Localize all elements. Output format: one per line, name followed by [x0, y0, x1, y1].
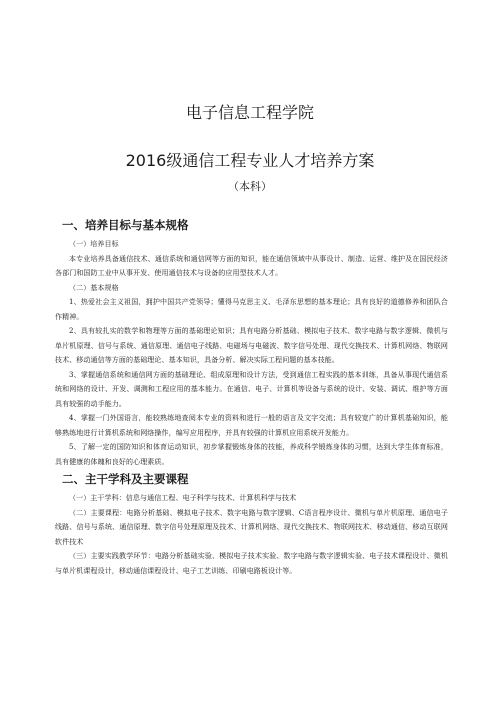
document-body: [55, 217, 448, 578]
course-item-1: （一）主干学科：信息与通信工程、电子科学与技术、计算机科学与技术: [69, 494, 297, 502]
subheading-goal: （一）培养目标: [69, 240, 119, 248]
goal-paragraph: 本专业培养具备通信技术、通信系统和通信网等方面的知识，能在通信领域中从事设计、制造、运营、维护及在国民经济各部门和国防工业中从事开发、使用通信技术与设备的应用型技术人才。: [55, 254, 448, 277]
section-heading-goals: 一、培养目标与基本规格: [62, 218, 189, 232]
spec-item-4: 4、掌握一门外国语言，能较熟练地查阅本专业的资料和进行一般的语言及文字交流；具有较宽广的计算机基础知识，能够熟练地进行计算机系统和网络操作，编写应用程序，并具有较强的计算机应用系统开发能力。: [55, 414, 448, 437]
plan-title: 2016级通信工程专业人才培养方案: [125, 151, 375, 170]
course-item-3: （三）主要实践教学环节：电路分析基础实验、模拟电子技术实验、数字电路与数字逻辑实验、电子技术课程设计、微机与单片机课程设计，移动通信课程设计、电子工艺训练、印刷电路板设计等。: [55, 552, 448, 575]
spec-item-3: 3、掌握通信系统和通信网方面的基础理论、组成原理和设计方法，受到通信工程实践的基本训练，具备从事现代通信系统和网络的设计、开发、调测和工程应用的基本能力。在通信、电子、计算机等设备与系统的设计、安装、调试、维护等方面具有较强的动手能力。: [55, 370, 448, 408]
section-heading-courses: 二、主干学科及主要课程: [62, 472, 189, 486]
spec-item-1: 1、热爱社会主义祖国，拥护中国共产党领导；懂得马克思主义、毛泽东思想的基本理论；具有良好的道德修养和团队合作精神。: [55, 298, 448, 321]
spec-item-5: 5、了解一定的国防知识和体育运动知识，初步掌握锻炼身体的技能，养成科学锻炼身体的习惯，达到大学生体育标准，具有健康的体魄和良好的心理素质。: [55, 443, 448, 466]
college-name: 电子信息工程学院: [185, 103, 314, 122]
edition-label: （本科）: [228, 180, 272, 193]
subheading-specs: （二）基本规格: [69, 283, 119, 292]
spec-item-2: 2、具有较扎实的数学和物理等方面的基础理论知识；具有电路分析基础、模拟电子技术、数字电路与数字逻辑、微机与单片机原理、信号与系统、通信原理、通信电子线路、电磁场与电磁波、数字信号处理、现代交换技术、计算机网络、物联网技术、移动通信等方面的基础理论、基本知识，具备分析、解决实际工程问题的基本技能。: [55, 327, 448, 364]
course-item-2: （二）主要课程：电路分析基础、模拟电子技术、数字电路与数字逻辑、C语言程序设计、微机与单片机原理、通信电子线路、信号与系统、通信原理、数字信号处理原理及技术、计算机网络、现代交换技术、物联网技术、移动通信、移动互联网软件技术: [55, 508, 448, 546]
